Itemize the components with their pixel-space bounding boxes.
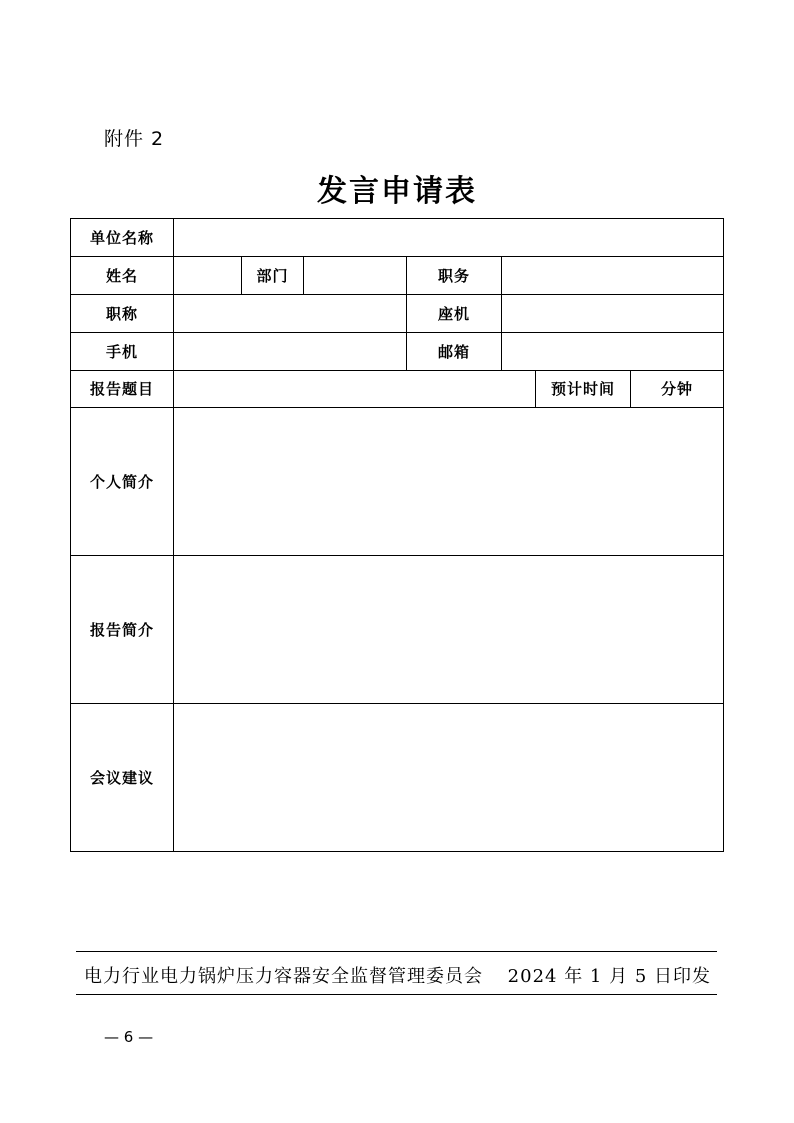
row-unit-name [71, 219, 724, 257]
unit-name-label: 单位名称 [71, 219, 174, 257]
page-number: — 6 — [104, 1028, 154, 1046]
email-field[interactable] [502, 332, 724, 370]
report-summary-label: 报告简介 [71, 556, 174, 704]
mobile-label: 手机 [71, 332, 174, 370]
row-name [71, 256, 724, 294]
report-topic-field[interactable] [174, 370, 536, 408]
issue-date: 2024 年 1 月 5 日印发 [507, 966, 711, 987]
email-label: 邮箱 [407, 332, 502, 370]
name-field[interactable] [174, 256, 242, 294]
mobile-field[interactable] [174, 332, 407, 370]
attachment-label: 附件 2 [104, 128, 165, 150]
dept-field[interactable] [304, 256, 407, 294]
suggestion-field[interactable] [174, 704, 724, 852]
row-report-topic [71, 370, 724, 408]
report-topic-label: 报告题目 [71, 370, 174, 408]
title-label: 职称 [71, 294, 174, 332]
row-report-summary [71, 556, 724, 704]
dept-label: 部门 [242, 256, 304, 294]
report-summary-field[interactable] [174, 556, 724, 704]
speech-application-form [70, 218, 724, 852]
form-title: 发言申请表 [317, 174, 477, 209]
bio-field[interactable] [174, 408, 724, 556]
minutes-field[interactable]: 分钟 [631, 370, 724, 408]
suggestion-label: 会议建议 [71, 704, 174, 852]
row-suggestion [71, 704, 724, 852]
row-title [71, 294, 724, 332]
position-label: 职务 [407, 256, 502, 294]
bio-label: 个人简介 [71, 408, 174, 556]
row-mobile [71, 332, 724, 370]
position-field[interactable] [502, 256, 724, 294]
issuance-footer [76, 951, 717, 995]
landline-label: 座机 [407, 294, 502, 332]
title-field[interactable] [174, 294, 407, 332]
unit-name-field[interactable] [174, 219, 724, 257]
landline-field[interactable] [502, 294, 724, 332]
name-label: 姓名 [71, 256, 174, 294]
est-time-label: 预计时间 [536, 370, 631, 408]
row-bio [71, 408, 724, 556]
issuing-organization: 电力行业电力锅炉压力容器安全监督管理委员会 [84, 966, 483, 987]
